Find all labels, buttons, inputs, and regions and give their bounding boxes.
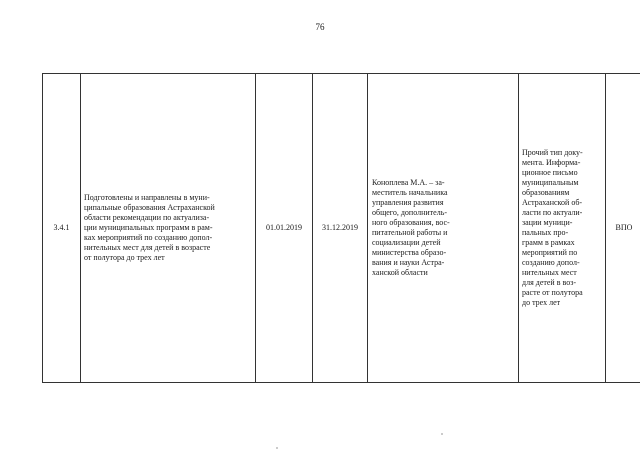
result-cell: Прочий тип доку- мента. Информа- ционное письмо муниципальным образованиям Астраханской об- ласти по актуали- зации муници- пальных про- грамм в рамках мероприятий по созданию допол- нительных мест для детей в воз- расте от полутора до трех лет xyxy=(519,74,606,382)
scan-speck xyxy=(441,433,443,435)
end-date-cell: 31.12.2019 xyxy=(313,74,368,382)
activity-cell: Подготовлены и направлены в муни- ципальные образования Астраханской области рекомендации по актуализа- ции муниципальных программ в рам- ках мероприятий по созданию допол- нительных мест для детей в возрасте от полутора до трех лет xyxy=(81,74,256,382)
control-cell: ВПО xyxy=(615,223,633,232)
row-number-cell: 3.4.1 xyxy=(43,74,81,382)
page-number: 76 xyxy=(315,22,325,32)
start-date-cell: 01.01.2019 xyxy=(256,74,313,382)
responsible-cell: Коноплева М.А. – за- меститель начальника управления развития общего, дополнитель- ного образования, вос- питательной работы и социализации детей министерства образо- вания и науки Астра- ханской области xyxy=(368,74,519,382)
scan-speck xyxy=(276,447,278,449)
plan-table-row xyxy=(42,73,640,383)
